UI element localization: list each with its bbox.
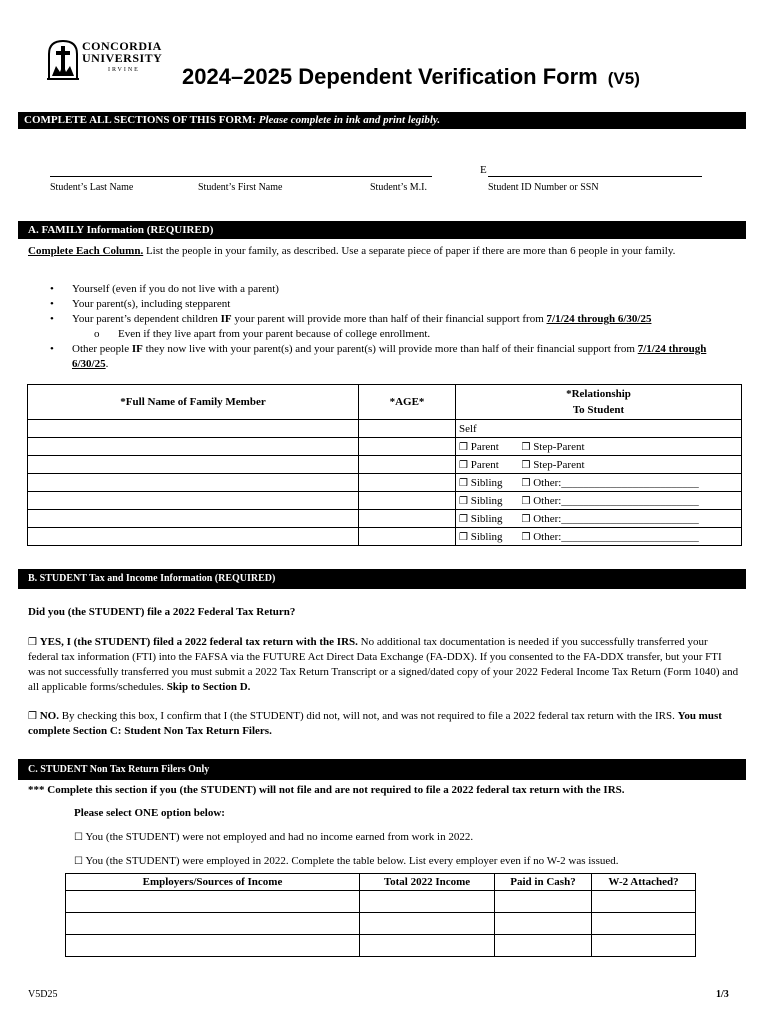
section-a-intro: Complete Each Column. List the people in your family, as described. Use a separate piece of paper if there are more than 6 people in your family. (28, 245, 676, 257)
table-row (28, 492, 742, 510)
name-cell[interactable] (28, 438, 359, 456)
student-id-label: Student ID Number or SSN (488, 182, 599, 193)
checkbox[interactable]: ❒ (459, 441, 468, 453)
student-id-line[interactable] (488, 176, 702, 177)
yes-checkbox[interactable]: ❒ (28, 637, 37, 648)
bullet-parents: • Your parent(s), including stepparent (50, 298, 231, 310)
family-table-header (28, 385, 742, 420)
option-not-employed: ☐ You (the STUDENT) were not employed and had no income earned from work in 2022. (74, 831, 474, 843)
checkbox[interactable]: ❒ (521, 441, 531, 453)
logo-wordmark: CONCORDIA UNIVERSITY IRVINE (82, 39, 163, 73)
family-table (27, 384, 742, 546)
last-name-label: Student’s Last Name (50, 182, 134, 193)
checkbox[interactable]: ❒ (521, 531, 531, 543)
table-row (66, 913, 696, 935)
form-title: 2024–2025 Dependent Verification Form (V5) (182, 64, 640, 89)
checkbox[interactable]: ❒ (459, 513, 468, 525)
section-b-question: Did you (the STUDENT) file a 2022 Federal Tax Return? (28, 606, 296, 618)
section-a-header: A. FAMILY Information (REQUIRED) (18, 221, 746, 239)
col-age: *AGE* (359, 385, 456, 420)
employed-checkbox[interactable]: ☐ (74, 856, 83, 867)
student-id-prefix: E (480, 164, 487, 176)
checkbox[interactable]: ❒ (521, 495, 531, 507)
family-bullets (48, 282, 738, 372)
name-cell[interactable] (28, 420, 359, 438)
employer-table-header (66, 874, 696, 891)
section-c-header: C. STUDENT Non Tax Return Filers Only (18, 759, 746, 780)
select-one-label: Please select ONE option below: (74, 807, 225, 819)
name-cell[interactable] (28, 456, 359, 474)
relationship-options: ❒ Sibling ❒ Other:_________________________ (456, 474, 742, 492)
col-total-income: Total 2022 Income (360, 874, 495, 891)
form-version: (V5) (607, 69, 640, 88)
checkbox[interactable]: ❒ (521, 477, 531, 489)
relationship-options: ❒ Sibling ❒ Other:_________________________ (456, 528, 742, 546)
page-number: 1/3 (716, 989, 729, 1000)
table-row (28, 438, 742, 456)
table-row (28, 456, 742, 474)
relationship-options: ❒ Sibling ❒ Other:_________________________ (456, 492, 742, 510)
col-w2-attached: W-2 Attached? (592, 874, 696, 891)
bullet-dependent-children: • Your parent’s dependent children IF your parent will provide more than half of their financial support from 7/1/24 through 6/30/25 (50, 313, 652, 325)
bullet-yourself: • Yourself (even if you do not live with a parent) (50, 283, 279, 295)
age-cell[interactable] (359, 510, 456, 528)
checkbox[interactable]: ❒ (459, 531, 468, 543)
name-cell[interactable] (28, 528, 359, 546)
age-cell[interactable] (359, 492, 456, 510)
col-full-name: *Full Name of Family Member (28, 385, 359, 420)
checkbox[interactable]: ❒ (521, 459, 531, 471)
footer-code: V5D25 (28, 989, 58, 1000)
table-row (28, 510, 742, 528)
option-employed: ☐ You (the STUDENT) were employed in 2022. Complete the table below. List every employer even if no W-2 was issued. (74, 855, 619, 867)
table-row (28, 420, 742, 438)
name-cell[interactable] (28, 510, 359, 528)
age-cell[interactable] (359, 474, 456, 492)
relationship-options: ❒ Parent ❒ Step-Parent (456, 456, 742, 474)
sub-bullet-apart: o Even if they live apart from your parent because of college enrollment. (94, 328, 431, 340)
relationship-options: ❒ Parent ❒ Step-Parent (456, 438, 742, 456)
employer-table (65, 873, 696, 957)
checkbox[interactable]: ❒ (459, 477, 468, 489)
bullet-other-people: • Other people IF they now live with your parent(s) and your parent(s) will provide more than half of their financial support from 7/1/24 through 6/30/25. (50, 343, 707, 370)
section-c-instruction: *** Complete this section if you (the STUDENT) will not file and are not required to file a 2022 federal tax return with the IRS. (28, 784, 625, 796)
option-no-filed: ❒ NO. By checking this box, I confirm that I (the STUDENT) did not, will not, and was not required to file a 2022 federal tax return with the IRS. You must complete Section C: Student Non Tax Return Filers. (28, 710, 722, 737)
name-cell[interactable] (28, 492, 359, 510)
col-paid-cash: Paid in Cash? (495, 874, 592, 891)
table-row (28, 474, 742, 492)
relationship-options: ❒ Sibling ❒ Other:_________________________ (456, 510, 742, 528)
checkbox[interactable]: ❒ (521, 513, 531, 525)
section-b-header: B. STUDENT Tax and Income Information (REQUIRED) (18, 569, 746, 589)
age-cell[interactable] (359, 438, 456, 456)
not-employed-checkbox[interactable]: ☐ (74, 832, 83, 843)
age-cell[interactable] (359, 420, 456, 438)
mi-label: Student’s M.I. (370, 182, 427, 193)
table-row (28, 528, 742, 546)
first-name-label: Student’s First Name (198, 182, 283, 193)
university-logo (46, 38, 166, 82)
checkbox[interactable]: ❒ (459, 495, 468, 507)
col-employer: Employers/Sources of Income (66, 874, 360, 891)
relationship-self: Self (456, 420, 742, 438)
checkbox[interactable]: ❒ (459, 459, 468, 471)
cross-seal-icon (46, 38, 80, 82)
option-yes-filed: ❒ YES, I (the STUDENT) filed a 2022 federal tax return with the IRS. No additional tax documentation is needed if you successfully transferred your federal tax information (FTI) into the FAFSA via the FUTURE Act Direct Data Exchange (FA-DDX). If you consented to the FA-DDX transfer, but your FTI was not successfully transferred you must submit a 2022 Tax Return Transcript or a signed/dated copy of your 2022 Federal Income Tax Return (Form 1040) and all applicable forms/schedules. Skip to Section D. (28, 636, 739, 693)
age-cell[interactable] (359, 456, 456, 474)
name-cell[interactable] (28, 474, 359, 492)
instructions-bar: COMPLETE ALL SECTIONS OF THIS FORM: Please complete in ink and print legibly. (18, 112, 746, 129)
table-row (66, 935, 696, 957)
no-checkbox[interactable]: ❒ (28, 711, 37, 722)
age-cell[interactable] (359, 528, 456, 546)
table-row (66, 891, 696, 913)
col-relationship: *Relationship To Student (456, 385, 742, 420)
student-name-line[interactable] (50, 176, 432, 177)
